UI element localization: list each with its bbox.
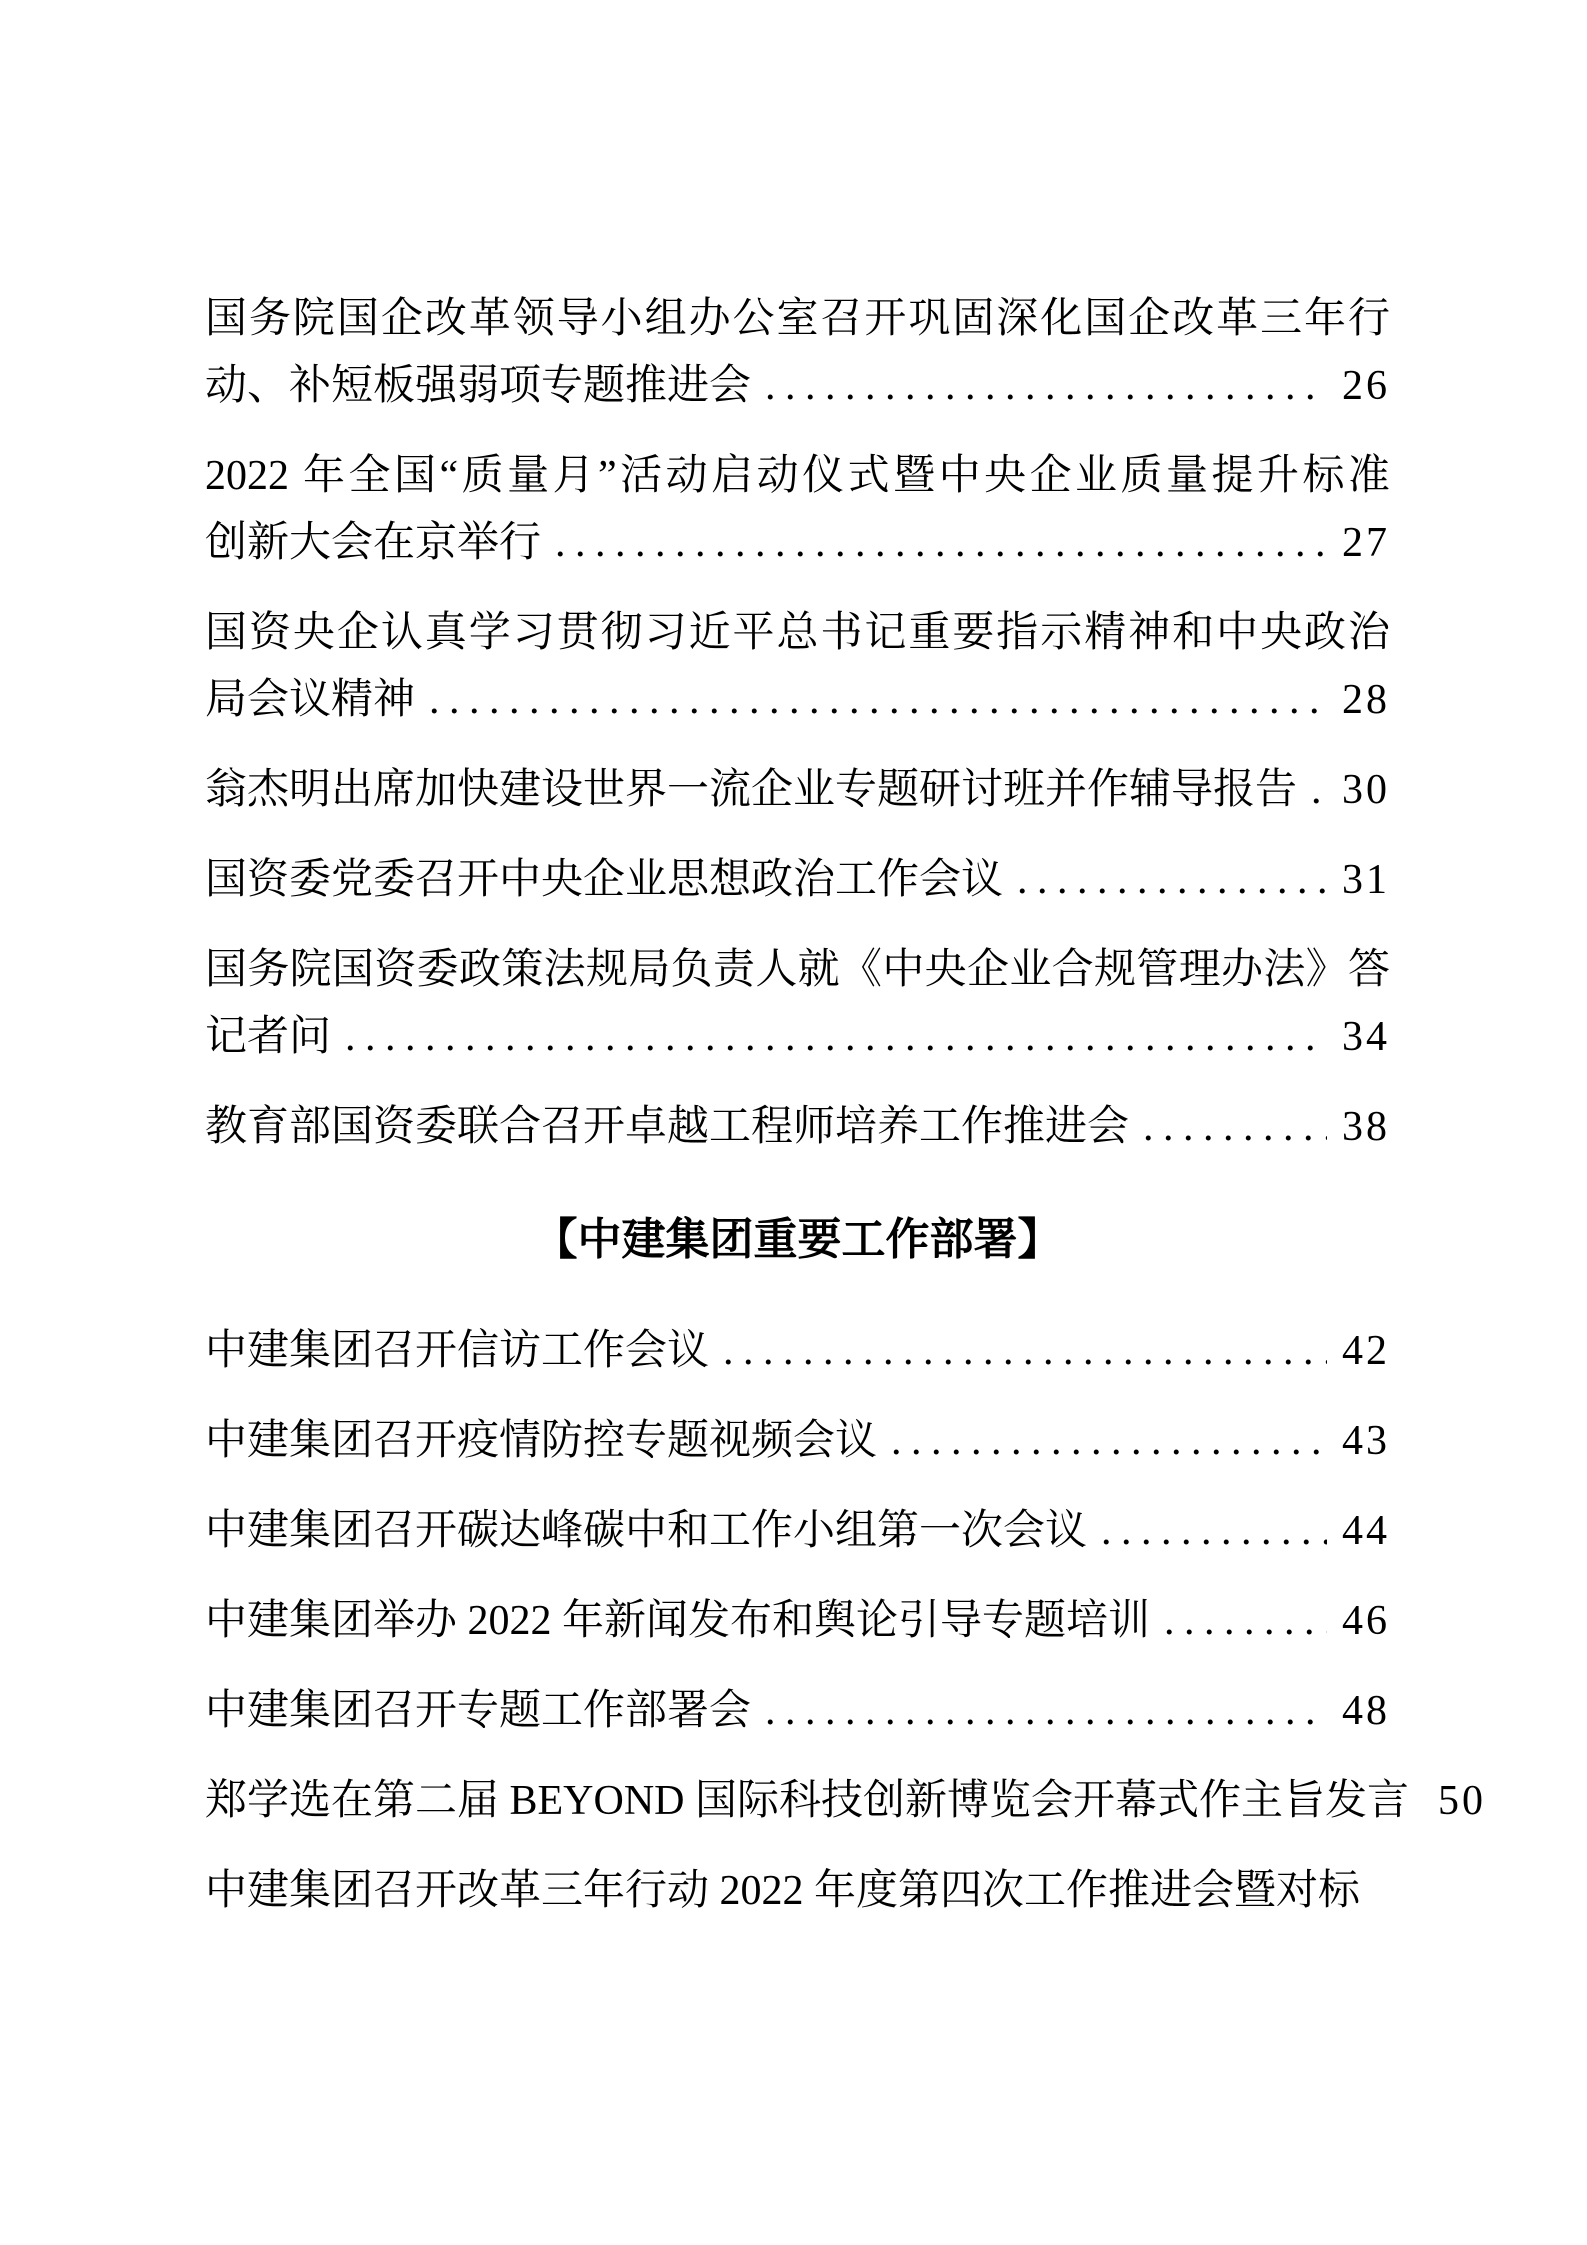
toc-entry[interactable] — [205, 1094, 1390, 1161]
page-number: 50 — [1438, 1778, 1486, 1824]
toc-entry[interactable] — [205, 847, 1390, 914]
dotted-leader — [723, 1318, 1327, 1385]
toc-entry-text: 中建集团召开信访工作会议 — [205, 1328, 710, 1374]
toc-entry-text: 国务院国资委政策法规局负责人就《中央企业合规管理办法》答 — [205, 947, 1390, 993]
toc-entry[interactable] — [205, 937, 1390, 1071]
toc-entry-line — [205, 1094, 1390, 1161]
page-number: 30 — [1342, 767, 1390, 813]
page-number: 34 — [1342, 1014, 1390, 1060]
toc-entry-text: 创新大会在京举行 — [205, 520, 542, 566]
toc-entry-line — [205, 1768, 1486, 1835]
toc-entry-line — [205, 1318, 1390, 1385]
toc-entry-text: 翁杰明出席加快建设世界一流企业专题研讨班并作辅导报告 — [205, 767, 1298, 813]
toc-entry-text: 动、补短板强弱项专题推进会 — [205, 363, 752, 409]
toc-entry-line — [205, 286, 1390, 353]
toc-entry[interactable] — [205, 443, 1390, 577]
toc-entry-line — [205, 1858, 1390, 1925]
toc-entry-line — [205, 1678, 1390, 1745]
toc-entry-text: 中建集团举办 2022 年新闻发布和舆论引导专题培训 — [205, 1598, 1151, 1644]
toc-entry[interactable] — [205, 1498, 1390, 1565]
dotted-leader — [765, 353, 1327, 420]
toc-entry-line — [205, 353, 1390, 420]
toc-entry[interactable] — [205, 1768, 1486, 1835]
toc-entry-text: 国资央企认真学习贯彻习近平总书记重要指示精神和中央政治 — [205, 610, 1390, 656]
toc-entry[interactable] — [205, 1408, 1390, 1475]
page-number: 28 — [1342, 677, 1390, 723]
page-number: 31 — [1342, 857, 1390, 903]
dotted-leader — [345, 1004, 1327, 1071]
toc-entry[interactable] — [205, 757, 1390, 824]
toc-entry[interactable] — [205, 1678, 1390, 1745]
section-header: 【中建集团重要工作部署】 — [533, 1215, 1062, 1264]
toc-entry-text: 2022 年全国“质量月”活动启动仪式暨中央企业质量提升标准 — [205, 453, 1390, 499]
toc-entry-text: 中建集团召开专题工作部署会 — [205, 1688, 752, 1734]
dotted-leader — [765, 1678, 1327, 1745]
dotted-leader — [891, 1408, 1327, 1475]
toc-entry-line — [205, 937, 1390, 1004]
toc-entry-line — [205, 600, 1390, 667]
toc-entry[interactable] — [205, 1588, 1390, 1655]
toc-entry[interactable] — [205, 1858, 1390, 1925]
page-number: 26 — [1342, 363, 1390, 409]
toc-entry-text: 郑学选在第二届 BEYOND 国际科技创新博览会开幕式作主旨发言 — [205, 1778, 1409, 1824]
toc-entry-text: 国务院国企改革领导小组办公室召开巩固深化国企改革三年行 — [205, 296, 1390, 342]
toc-content — [205, 286, 1486, 1948]
toc-entry[interactable] — [205, 1318, 1390, 1385]
toc-entry[interactable] — [205, 286, 1390, 420]
page-number: 27 — [1342, 520, 1390, 566]
page-number: 43 — [1342, 1418, 1390, 1464]
page-number: 38 — [1342, 1104, 1390, 1150]
page-number: 46 — [1342, 1598, 1390, 1644]
toc-entry-line — [205, 667, 1390, 734]
toc-entry-line — [205, 1004, 1390, 1071]
dotted-leader — [1017, 847, 1327, 914]
page-number: 44 — [1342, 1508, 1390, 1554]
toc-entry-line — [205, 510, 1390, 577]
dotted-leader — [1311, 757, 1327, 824]
toc-entry-text: 中建集团召开疫情防控专题视频会议 — [205, 1418, 878, 1464]
toc-entry[interactable] — [205, 600, 1390, 734]
toc-entry-text: 教育部国资委联合召开卓越工程师培养工作推进会 — [205, 1104, 1130, 1150]
dotted-leader — [555, 510, 1327, 577]
toc-entry-line — [205, 1498, 1390, 1565]
toc-entry-line — [205, 1408, 1390, 1475]
toc-entry-text: 国资委党委召开中央企业思想政治工作会议 — [205, 857, 1004, 903]
toc-entry-line — [205, 757, 1390, 824]
page-number: 42 — [1342, 1328, 1390, 1374]
dotted-leader — [1164, 1588, 1327, 1655]
dotted-leader — [1101, 1498, 1327, 1565]
toc-entry-line — [205, 847, 1390, 914]
dotted-leader — [1143, 1094, 1327, 1161]
toc-entry-text: 中建集团召开碳达峰碳中和工作小组第一次会议 — [205, 1508, 1088, 1554]
toc-entry-text: 中建集团召开改革三年行动 2022 年度第四次工作推进会暨对标 — [205, 1868, 1361, 1914]
page-number: 48 — [1342, 1688, 1390, 1734]
toc-entry-text: 局会议精神 — [205, 677, 416, 723]
toc-entry-text: 记者问 — [205, 1014, 332, 1060]
toc-entry-line — [205, 1588, 1390, 1655]
dotted-leader — [429, 667, 1327, 734]
toc-entry-line — [205, 443, 1390, 510]
